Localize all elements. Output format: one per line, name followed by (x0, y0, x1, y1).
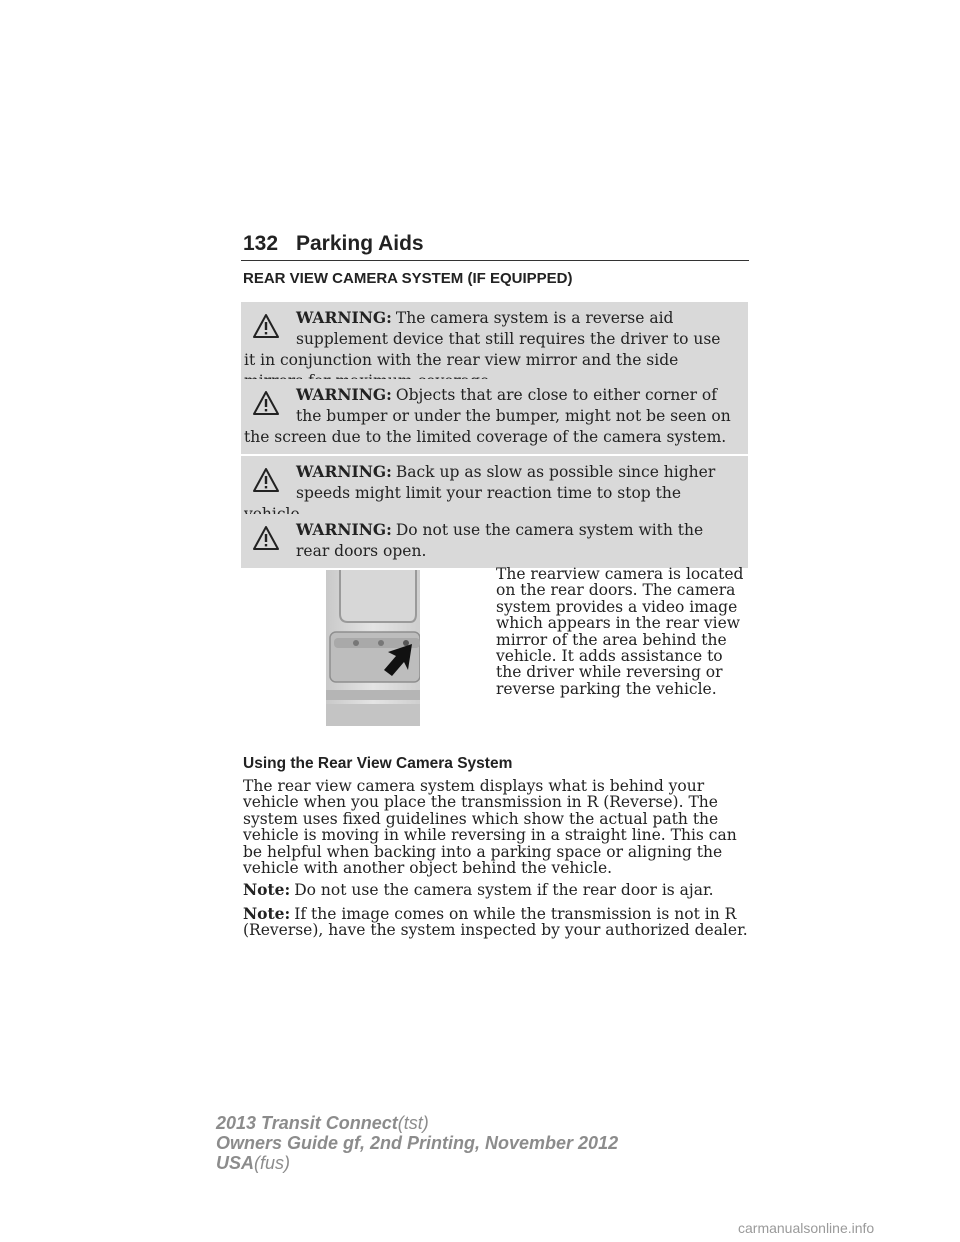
warning-box (241, 514, 748, 568)
subsection-title: Using the Rear View Camera System (243, 755, 513, 772)
warning-triangle-icon (252, 467, 280, 493)
body-paragraph: The rear view camera system displays what is behind your vehicle when you place the transmission in R (Reverse). The system uses fixed guidelines which show the actual path the vehicle is moving in while reversing in a straight line. This can be helpful when backing into a parking space or aligning the vehicle with another object behind the vehicle. (243, 777, 737, 878)
footer-model: 2013 Transit Connect (216, 1113, 398, 1133)
warning-label: WARNING: (296, 308, 392, 327)
warning-label: WARNING: (296, 462, 392, 481)
footer-model-code: (tst) (397, 1113, 429, 1133)
watermark: carmanualsonline.info (738, 1220, 875, 1236)
warning-label: WARNING: (296, 520, 392, 539)
page-number: 132 (243, 232, 279, 255)
warning-label: WARNING: (296, 385, 392, 404)
note (243, 906, 749, 939)
note-text: If the image comes on while the transmission is not in R (Reverse), have the system inspected by your authorized dealer. (243, 905, 748, 940)
page-header-title: Parking Aids (296, 232, 424, 255)
camera-description: The rearview camera is located on the rear doors. The camera system provides a video image which appears in the rear view mirror of the area behind the vehicle. It adds assistance to the driver while reversing or reverse parking the vehicle. (496, 565, 744, 698)
note-label: Note: (243, 880, 291, 899)
header-divider (241, 260, 749, 261)
warning-text: Objects that are close to either corner of the bumper or under the bumper, might not be seen on the screen due to the limited coverage of the camera system. (244, 386, 731, 446)
warning-triangle-icon (252, 525, 280, 551)
warning-text: The camera system is a reverse aid supplement device that still requires the driver to use it in conjunction with the rear view mirror and the side (244, 309, 721, 369)
note-text: Do not use the camera system if the rear door is ajar. (294, 881, 714, 899)
footer-printing: Owners Guide gf, 2nd Printing, November 2012 (216, 1133, 619, 1153)
warning-text: Do not use the camera system with the rear doors open. (296, 521, 704, 560)
footer-market: USA (216, 1153, 255, 1173)
warning-box (241, 379, 748, 454)
warning-text: Back up as slow as possible since higher speeds might limit your reaction time to stop the (296, 463, 716, 502)
rear-camera-illustration (326, 570, 420, 726)
note (243, 882, 749, 898)
footer (216, 1113, 618, 1173)
footer-market-code: (fus) (254, 1153, 291, 1173)
warning-triangle-icon (252, 390, 280, 416)
note-label: Note: (243, 904, 291, 923)
warning-triangle-icon (252, 313, 280, 339)
section-title: REAR VIEW CAMERA SYSTEM (IF EQUIPPED) (243, 270, 573, 287)
